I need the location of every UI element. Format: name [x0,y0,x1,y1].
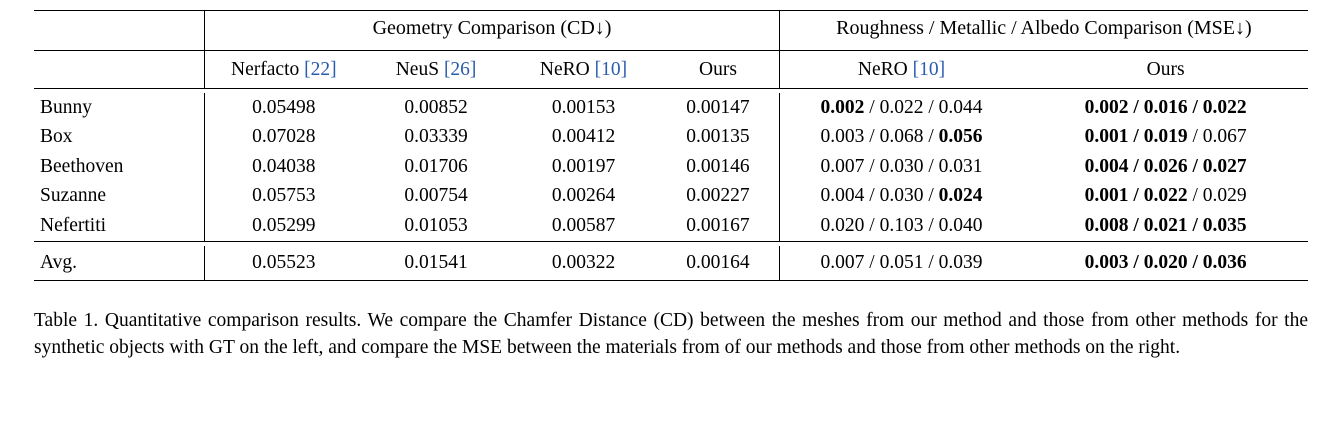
value-separator: / [1128,185,1144,207]
value-separator: / [923,126,939,148]
subheader-nero-label: NeRO [539,58,590,80]
material-value: 0.031 [938,155,983,177]
material-value: 0.036 [1202,251,1247,273]
material-value: 0.003 [1084,251,1129,273]
header-blank-cell [34,11,205,51]
cell-neus: 0.00852 [404,96,468,118]
material-value: 0.035 [1202,214,1247,236]
table-caption [34,307,1308,362]
value-separator: / [1187,214,1203,236]
cell-neus: 0.03339 [404,126,468,148]
value-separator: / [864,155,880,177]
cell-nero: 0.00264 [551,185,616,207]
cell-nero-material [779,93,1023,123]
table-row [34,152,1308,182]
material-value: 0.007 [820,155,865,177]
material-value: 0.027 [1202,155,1247,177]
material-value: 0.002 [1084,96,1129,118]
caption-label: Table 1. [34,309,99,331]
cell-nero: 0.00587 [551,214,616,236]
subheader-ours-geometry: Ours [657,51,779,89]
cell-ours: 0.00164 [657,246,779,281]
material-value: 0.021 [1143,214,1188,236]
table-row [34,211,1308,241]
header-material-group [779,11,1308,51]
value-separator: / [864,185,880,207]
value-separator: / [864,96,880,118]
subheader-nero2-label: NeRO [857,58,908,80]
cell-nero-material [779,123,1023,153]
cell-ours-material [1023,211,1308,241]
table-row-average [34,246,1308,281]
subheader-nero [510,51,657,89]
material-value: 0.020 [820,214,865,236]
cell-neus: 0.01541 [362,246,509,281]
cell-ours-material [1023,123,1308,153]
cell-ours-material [1023,246,1308,281]
value-separator: / [923,251,939,273]
cell-nerfacto: 0.05753 [205,182,363,212]
material-value: 0.051 [879,251,924,273]
material-value: 0.056 [938,126,983,148]
table-row [34,123,1308,153]
cell-nero: 0.00322 [510,246,657,281]
table-group-header-row [34,11,1308,51]
material-value: 0.024 [938,185,983,207]
header-material-label: Roughness / Metallic / Albedo Comparison (MSE↓) [836,17,1252,39]
subheader-nero-material [779,51,1023,89]
material-value: 0.029 [1202,185,1247,207]
subheader-ours-material: Ours [1023,51,1308,89]
caption-text: Quantitative comparison results. We compare the Chamfer Distance (CD) between the meshes from our method and those from other methods for the synthetic objects with GT on the left, and compare the MSE between the materials from of our methods and those from other methods on the right. [34,309,1309,359]
cell-ours: 0.00146 [686,155,750,177]
cell-neus: 0.00754 [404,185,468,207]
cell-neus: 0.01053 [404,214,468,236]
cell-nero-material [779,182,1023,212]
material-value: 0.001 [1084,185,1129,207]
row-label: Nefertiti [40,214,107,236]
header-geometry-group [205,11,779,51]
row-label: Beethoven [40,155,124,177]
row-label: Bunny [40,96,93,118]
value-separator: / [1187,126,1203,148]
cell-nero: 0.00153 [551,96,616,118]
material-value: 0.026 [1143,155,1188,177]
cell-nerfacto: 0.07028 [205,123,363,153]
row-label: Suzanne [40,185,107,207]
value-separator: / [923,155,939,177]
cell-nero-material [779,152,1023,182]
cell-ours-material [1023,182,1308,212]
material-value: 0.019 [1143,126,1188,148]
subheader-neus-label: NeuS [395,58,440,80]
table-row [34,93,1308,123]
material-value: 0.022 [1202,96,1247,118]
value-separator: / [1128,96,1144,118]
material-value: 0.001 [1084,126,1129,148]
material-value: 0.022 [879,96,924,118]
cell-ours: 0.00147 [686,96,750,118]
table-subheader-row [34,51,1308,89]
material-value: 0.039 [938,251,983,273]
material-value: 0.004 [1084,155,1129,177]
material-value: 0.103 [879,214,924,236]
cell-ours-material [1023,152,1308,182]
material-value: 0.008 [1084,214,1129,236]
cell-ours: 0.00135 [686,126,750,148]
row-label: Box [40,126,73,148]
cell-nerfacto: 0.05299 [205,211,363,241]
cell-neus: 0.01706 [404,155,468,177]
cell-ours: 0.00167 [686,214,750,236]
value-separator: / [1187,251,1203,273]
subheader-blank-cell [34,51,205,89]
material-value: 0.022 [1143,185,1188,207]
value-separator: / [1128,155,1144,177]
material-value: 0.040 [938,214,983,236]
material-value: 0.030 [879,185,924,207]
material-value: 0.016 [1143,96,1188,118]
value-separator: / [864,126,880,148]
cell-nero: 0.00197 [551,155,616,177]
material-value: 0.003 [820,126,865,148]
row-label: Avg. [34,246,205,281]
header-geometry-label: Geometry Comparison (CD↓) [372,17,612,39]
value-separator: / [864,251,880,273]
citation-link-nero[interactable]: [10] [594,58,628,80]
subheader-nerfacto-label: Nerfacto [231,58,300,80]
value-separator: / [923,96,939,118]
value-separator: / [864,214,880,236]
material-value: 0.007 [820,251,865,273]
value-separator: / [1128,251,1144,273]
cell-ours: 0.00227 [686,185,750,207]
value-separator: / [1128,126,1144,148]
subheader-nerfacto [205,51,363,89]
value-separator: / [1187,185,1203,207]
citation-link-nero2[interactable]: [10] [912,58,946,80]
cell-ours-material [1023,93,1308,123]
value-separator: / [1128,214,1144,236]
material-value: 0.004 [820,185,865,207]
value-separator: / [923,185,939,207]
citation-link-nerfacto[interactable]: [22] [304,58,337,80]
citation-link-neus[interactable]: [26] [443,58,477,80]
value-separator: / [923,214,939,236]
cell-nero-material [779,246,1023,281]
cell-nerfacto: 0.05498 [205,93,363,123]
material-value: 0.002 [820,96,865,118]
material-value: 0.067 [1202,126,1247,148]
cell-nero: 0.00412 [551,126,616,148]
cell-nerfacto: 0.04038 [205,152,363,182]
material-value: 0.044 [938,96,983,118]
cell-nerfacto: 0.05523 [205,246,363,281]
material-value: 0.030 [879,155,924,177]
material-value: 0.068 [879,126,924,148]
results-table [34,10,1308,281]
table-row [34,182,1308,212]
subheader-neus [362,51,509,89]
cell-nero-material [779,211,1023,241]
value-separator: / [1187,96,1203,118]
material-value: 0.020 [1143,251,1188,273]
value-separator: / [1187,155,1203,177]
